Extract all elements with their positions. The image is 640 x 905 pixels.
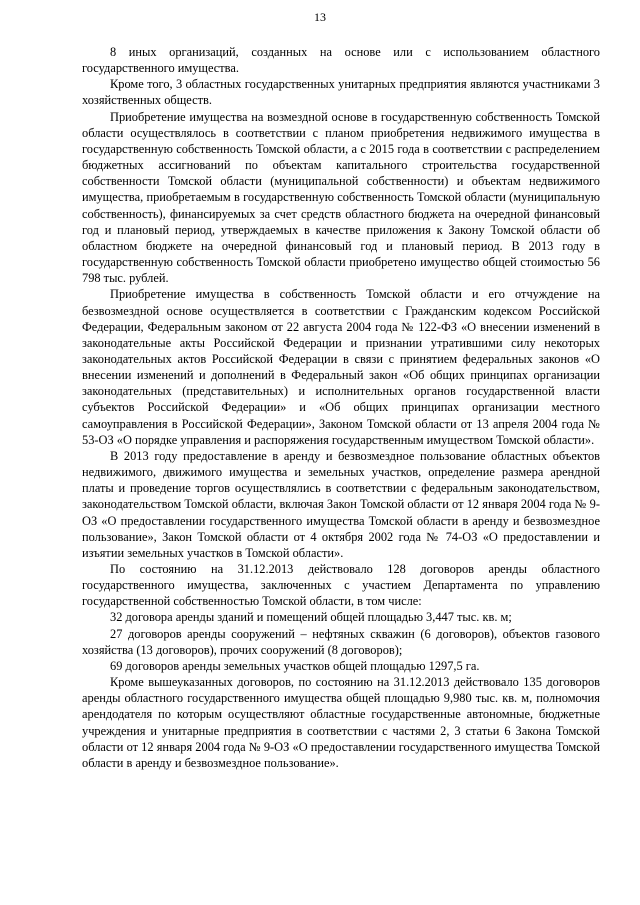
list-item: 27 договоров аренды сооружений – нефтяных скважин (6 договоров), объектов газового хозяйства (13 договоров), прочих сооружений (8 договоров); bbox=[82, 626, 600, 657]
list-item: 32 договора аренды зданий и помещений общей площадью 3,447 тыс. кв. м; bbox=[110, 610, 512, 625]
document-body bbox=[82, 44, 600, 771]
page-number: 13 bbox=[314, 10, 326, 24]
paragraph: Приобретение имущества в собственность Томской области и его отчуждение на безвозмездной основе осуществляется в соответствии с Гражданским кодексом Российской Федерации, Федеральным законом от 22 августа 2004 года № 122-ФЗ «О внесении изменений в законодательные акты Российской Федерации и признании утратившими силу некоторых законодательных актов Российской Федерации в связи с принятием федеральных законов «О внесении изменений и дополнений в Федеральный закон «Об общих принципах организации законодательных (представительных) и исполнительных органов государственной власти субъектов Российской Федерации» и «Об общих принципах организации местного самоуправления в Российской Федерации», Законом Томской области от 13 апреля 2004 года № 53-ОЗ «О порядке управления и распоряжения государственным имуществом Томской области». bbox=[82, 287, 600, 447]
paragraph: Кроме того, 3 областных государственных унитарных предприятия являются участниками 3 хозяйственных обществ. bbox=[82, 77, 600, 108]
paragraph: Приобретение имущества на возмездной основе в государственную собственность Томской области осуществлялось в соответствии с планом приобретения недвижимого имущества в государственную собственность Томской области, а с 2015 года в соответствии с распределением бюджетных ассигнований по объектам капитального строительства государственной собственности Томской области (муниципальной собственности) и объектам недвижимого имущества, приобретаемым в государственную собственность Томской области (муниципальную собственность), финансируемых за счет средств областного бюджета на очередной финансовый год и плановый период, утверждаемых в качестве приложения к Закону Томской области об областном бюджете на очередной финансовый год и плановый период. В 2013 году в государственную собственность Томской области приобретено имущество общей стоимостью 56 798 тыс. рублей. bbox=[82, 109, 600, 286]
paragraph: Кроме вышеуказанных договоров, по состоянию на 31.12.2013 действовало 135 договоров аренды областного государственного имущества общей площадью 9,980 тыс. кв. м, полномочия арендодателя по которым осуществляют областные государственные автономные, бюджетные учреждения и унитарные предприятия в соответствии с частями 2, 3 статьи 6 Закона Томской области от 12 января 2004 года № 9-ОЗ «О предоставлении государственного имущества Томской области в аренду и безвозмездное пользование». bbox=[82, 675, 600, 770]
list-item: 69 договоров аренды земельных участков общей площадью 1297,5 га. bbox=[110, 658, 480, 673]
paragraph: По состоянию на 31.12.2013 действовало 128 договоров аренды областного государственного имущества, заключенных с участием Департамента по управлению государственной собственностью Томской области, в том числе: bbox=[82, 562, 600, 609]
paragraph: 8 иных организаций, созданных на основе или с использованием областного государственного имущества. bbox=[82, 45, 600, 76]
paragraph: В 2013 году предоставление в аренду и безвозмездное пользование областных объектов недвижимого, движимого имущества и земельных участков, определение размера арендной платы и проведение торгов осуществлялись в соответствии с федеральным законодательством, законодательством Томской области, включая Закон Томской области от 12 января 2004 года № 9-ОЗ «О предоставлении государственного имущества Томской области в аренду и безвозмездное пользование», Закон Томской области от 4 октября 2002 года № 74-ОЗ «О предоставлении и изъятии земельных участков в Томской области». bbox=[82, 448, 600, 560]
